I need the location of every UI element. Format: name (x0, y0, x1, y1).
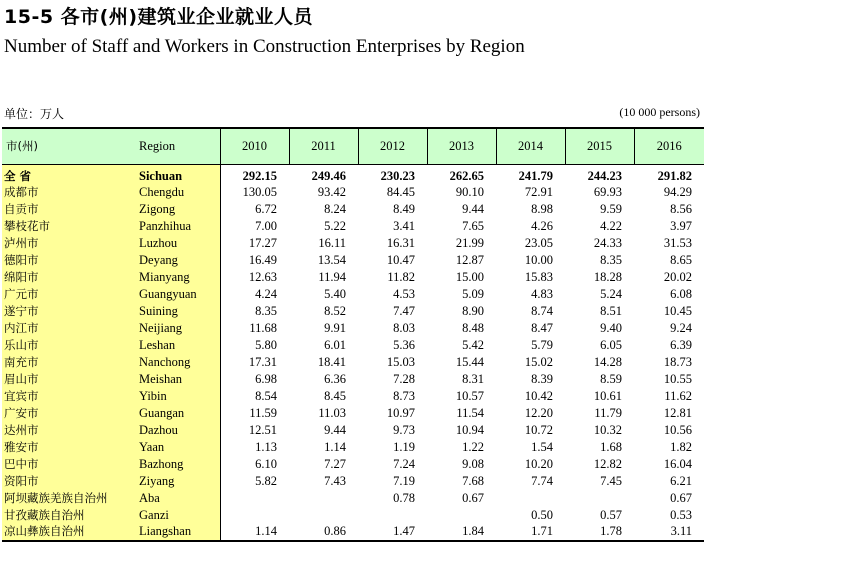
value-cell: 9.91 (324, 320, 346, 335)
value-cell: 11.03 (318, 405, 346, 420)
column-header-city: 市(州) (2, 128, 135, 164)
value-cell: 7.00 (220, 218, 289, 235)
region-name-cell: Chengdu (135, 184, 220, 201)
value-cell: 8.59 (600, 371, 622, 386)
value-cell: 0.67 (670, 490, 692, 505)
value-cell: 8.39 (531, 371, 553, 386)
value-cell: 8.65 (670, 252, 692, 267)
value-cell: 9.40 (600, 320, 622, 335)
value-cell: 9.08 (462, 456, 484, 471)
region-name-cell: Meishan (135, 371, 220, 388)
value-cell: 0.86 (289, 524, 358, 541)
value-cell: 0.53 (670, 507, 692, 522)
value-cell: 7.65 (462, 218, 484, 233)
value-cell: 7.45 (600, 473, 622, 488)
value-cell (289, 490, 358, 507)
value-cell: 8.90 (462, 303, 484, 318)
value-cell: 31.53 (663, 235, 692, 250)
table-row (2, 439, 704, 456)
value-cell: 12.87 (455, 252, 484, 267)
value-cell: 1.22 (462, 439, 484, 454)
value-cell: 16.04 (663, 456, 692, 471)
value-cell: 10.97 (386, 405, 415, 420)
region-name-cell: Yibin (135, 388, 220, 405)
value-cell: 6.36 (324, 371, 346, 386)
value-cell: 17.27 (220, 235, 289, 252)
value-cell: 1.68 (600, 439, 622, 454)
value-cell: 8.35 (220, 303, 289, 320)
page-title-en: Number of Staff and Workers in Construction Enterprises by Region (4, 36, 525, 57)
city-name-cell: 甘孜藏族自治州 (2, 507, 135, 524)
city-name-cell: 眉山市 (2, 371, 135, 388)
region-name-cell: Sichuan (135, 164, 220, 184)
value-cell (289, 507, 358, 524)
data-table (2, 127, 704, 542)
value-cell: 7.74 (531, 473, 553, 488)
value-cell: 8.51 (600, 303, 622, 318)
table-row (2, 422, 704, 439)
table-row (2, 456, 704, 473)
value-cell (220, 490, 289, 507)
value-cell: 1.13 (220, 439, 289, 456)
value-cell: 8.52 (324, 303, 346, 318)
value-cell: 6.39 (670, 337, 692, 352)
value-cell: 16.31 (386, 235, 415, 250)
value-cell: 7.27 (324, 456, 346, 471)
value-cell: 20.02 (663, 269, 692, 284)
value-cell: 5.80 (220, 337, 289, 354)
region-name-cell: Deyang (135, 252, 220, 269)
page-title-cn: 15-5 各市(州)建筑业企业就业人员 (4, 6, 314, 28)
value-cell: 10.45 (663, 303, 692, 318)
value-cell: 11.68 (220, 320, 289, 337)
value-cell: 15.44 (455, 354, 484, 369)
value-cell: 10.57 (455, 388, 484, 403)
value-cell: 9.44 (324, 422, 346, 437)
table-row (2, 371, 704, 388)
city-name-cell: 巴中市 (2, 456, 135, 473)
value-cell: 18.41 (317, 354, 346, 369)
value-cell: 5.24 (600, 286, 622, 301)
value-cell: 8.56 (670, 201, 692, 216)
region-name-cell: Dazhou (135, 422, 220, 439)
table-row (2, 303, 704, 320)
value-cell: 7.24 (393, 456, 415, 471)
city-name-cell: 泸州市 (2, 235, 135, 252)
value-cell: 90.10 (455, 184, 484, 199)
value-cell: 241.79 (518, 168, 553, 183)
value-cell: 6.08 (670, 286, 692, 301)
value-cell: 4.53 (393, 286, 415, 301)
value-cell: 10.42 (524, 388, 553, 403)
value-cell: 9.59 (600, 201, 622, 216)
value-cell: 1.47 (358, 524, 427, 541)
value-cell: 3.11 (634, 524, 704, 541)
column-header-year: 2010 (220, 128, 289, 164)
table-row (2, 184, 704, 201)
value-cell: 15.02 (524, 354, 553, 369)
value-cell: 262.65 (449, 168, 484, 183)
value-cell: 1.14 (220, 524, 289, 541)
value-cell: 5.42 (462, 337, 484, 352)
table-row (2, 235, 704, 252)
column-header-region: Region (135, 128, 220, 164)
region-name-cell: Mianyang (135, 269, 220, 286)
value-cell: 230.23 (380, 168, 415, 183)
value-cell: 12.20 (524, 405, 553, 420)
value-cell: 11.62 (664, 388, 692, 403)
city-name-cell: 内江市 (2, 320, 135, 337)
value-cell: 11.79 (594, 405, 622, 420)
city-name-cell: 广安市 (2, 405, 135, 422)
value-cell: 12.81 (663, 405, 692, 420)
value-cell: 8.49 (393, 201, 415, 216)
column-header-year: 2012 (358, 128, 427, 164)
value-cell: 6.98 (220, 371, 289, 388)
value-cell: 18.28 (593, 269, 622, 284)
city-name-cell: 广元市 (2, 286, 135, 303)
value-cell: 11.54 (456, 405, 484, 420)
value-cell: 13.54 (317, 252, 346, 267)
value-cell: 72.91 (524, 184, 553, 199)
value-cell: 11.82 (387, 269, 415, 284)
value-cell: 5.22 (324, 218, 346, 233)
value-cell (565, 490, 634, 507)
value-cell: 12.82 (593, 456, 622, 471)
value-cell: 10.72 (524, 422, 553, 437)
value-cell: 9.73 (393, 422, 415, 437)
region-name-cell: Leshan (135, 337, 220, 354)
value-cell: 69.93 (593, 184, 622, 199)
column-header-year: 2015 (565, 128, 634, 164)
value-cell: 6.72 (220, 201, 289, 218)
table-row (2, 507, 704, 524)
table-header-row (2, 128, 704, 164)
value-cell: 1.78 (565, 524, 634, 541)
value-cell: 0.57 (600, 507, 622, 522)
value-cell: 292.15 (220, 164, 289, 184)
value-cell: 6.10 (220, 456, 289, 473)
table-row (2, 388, 704, 405)
city-name-cell: 南充市 (2, 354, 135, 371)
table-row (2, 286, 704, 303)
value-cell: 5.82 (220, 473, 289, 490)
value-cell: 5.40 (324, 286, 346, 301)
region-name-cell: Yaan (135, 439, 220, 456)
value-cell: 3.97 (670, 218, 692, 233)
value-cell: 4.24 (220, 286, 289, 303)
region-name-cell: Neijiang (135, 320, 220, 337)
value-cell: 1.19 (393, 439, 415, 454)
value-cell: 8.03 (393, 320, 415, 335)
value-cell: 10.94 (455, 422, 484, 437)
region-name-cell: Guangan (135, 405, 220, 422)
value-cell (427, 507, 496, 524)
value-cell: 7.68 (462, 473, 484, 488)
region-name-cell: Zigong (135, 201, 220, 218)
value-cell: 10.20 (524, 456, 553, 471)
value-cell: 8.98 (531, 201, 553, 216)
value-cell: 10.61 (593, 388, 622, 403)
value-cell: 1.54 (531, 439, 553, 454)
city-name-cell: 遂宁市 (2, 303, 135, 320)
value-cell: 1.84 (427, 524, 496, 541)
city-name-cell: 雅安市 (2, 439, 135, 456)
value-cell: 5.79 (531, 337, 553, 352)
value-cell: 7.43 (324, 473, 346, 488)
value-cell: 0.50 (531, 507, 553, 522)
value-cell: 6.01 (324, 337, 346, 352)
column-header-year: 2016 (634, 128, 704, 164)
value-cell: 12.51 (220, 422, 289, 439)
region-name-cell: Bazhong (135, 456, 220, 473)
region-name-cell: Aba (135, 490, 220, 507)
table-row (2, 405, 704, 422)
value-cell: 6.05 (600, 337, 622, 352)
value-cell: 15.00 (455, 269, 484, 284)
value-cell: 8.74 (531, 303, 553, 318)
value-cell: 10.55 (663, 371, 692, 386)
value-cell: 7.19 (393, 473, 415, 488)
city-name-cell: 达州市 (2, 422, 135, 439)
value-cell: 8.31 (462, 371, 484, 386)
table-row (2, 337, 704, 354)
value-cell: 9.44 (462, 201, 484, 216)
value-cell (358, 507, 427, 524)
value-cell: 8.47 (531, 320, 553, 335)
city-name-cell: 成都市 (2, 184, 135, 201)
value-cell: 12.63 (220, 269, 289, 286)
value-cell: 10.00 (524, 252, 553, 267)
table-row (2, 473, 704, 490)
value-cell: 94.29 (663, 184, 692, 199)
value-cell: 0.67 (462, 490, 484, 505)
value-cell: 1.14 (324, 439, 346, 454)
table-row (2, 354, 704, 371)
city-name-cell: 阿坝藏族羌族自治州 (2, 490, 135, 507)
value-cell: 5.09 (462, 286, 484, 301)
value-cell: 16.11 (318, 235, 346, 250)
city-name-cell: 宜宾市 (2, 388, 135, 405)
value-cell: 14.28 (593, 354, 622, 369)
city-name-cell: 攀枝花市 (2, 218, 135, 235)
value-cell: 1.71 (496, 524, 565, 541)
region-name-cell: Luzhou (135, 235, 220, 252)
city-name-cell: 绵阳市 (2, 269, 135, 286)
value-cell: 5.36 (393, 337, 415, 352)
region-name-cell: Panzhihua (135, 218, 220, 235)
table-row (2, 252, 704, 269)
value-cell: 130.05 (220, 184, 289, 201)
value-cell: 3.41 (393, 218, 415, 233)
value-cell: 4.83 (531, 286, 553, 301)
value-cell: 291.82 (657, 168, 692, 183)
city-name-cell: 自贡市 (2, 201, 135, 218)
value-cell: 7.28 (393, 371, 415, 386)
city-name-cell: 凉山彝族自治州 (2, 524, 135, 541)
region-name-cell: Liangshan (135, 524, 220, 541)
unit-label-en: (10 000 persons) (619, 105, 700, 119)
value-cell (220, 507, 289, 524)
value-cell: 249.46 (311, 168, 346, 183)
value-cell: 4.22 (600, 218, 622, 233)
table-row (2, 490, 704, 507)
value-cell: 17.31 (220, 354, 289, 371)
table-body (2, 164, 704, 541)
region-name-cell: Ganzi (135, 507, 220, 524)
value-cell: 8.45 (324, 388, 346, 403)
region-name-cell: Suining (135, 303, 220, 320)
value-cell (496, 490, 565, 507)
value-cell: 15.83 (524, 269, 553, 284)
table-row (2, 218, 704, 235)
table-row (2, 320, 704, 337)
value-cell: 7.47 (393, 303, 415, 318)
value-cell: 24.33 (593, 235, 622, 250)
value-cell: 8.35 (600, 252, 622, 267)
city-name-cell: 全 省 (2, 164, 135, 184)
value-cell: 8.48 (462, 320, 484, 335)
region-name-cell: Ziyang (135, 473, 220, 490)
value-cell: 6.21 (670, 473, 692, 488)
value-cell: 4.26 (531, 218, 553, 233)
value-cell: 0.78 (393, 490, 415, 505)
value-cell: 8.24 (324, 201, 346, 216)
value-cell: 84.45 (386, 184, 415, 199)
value-cell: 15.03 (386, 354, 415, 369)
value-cell: 10.56 (663, 422, 692, 437)
table-row (2, 524, 704, 541)
column-header-year: 2011 (289, 128, 358, 164)
value-cell: 23.05 (524, 235, 553, 250)
table-row-total (2, 164, 704, 184)
column-header-year: 2014 (496, 128, 565, 164)
city-name-cell: 乐山市 (2, 337, 135, 354)
region-name-cell: Guangyuan (135, 286, 220, 303)
value-cell: 11.59 (220, 405, 289, 422)
value-cell: 18.73 (663, 354, 692, 369)
value-cell: 9.24 (670, 320, 692, 335)
table-row (2, 201, 704, 218)
value-cell: 1.82 (670, 439, 692, 454)
region-name-cell: Nanchong (135, 354, 220, 371)
value-cell: 10.47 (386, 252, 415, 267)
value-cell: 244.23 (587, 168, 622, 183)
unit-label-cn: 单位：万人 (4, 107, 65, 121)
city-name-cell: 资阳市 (2, 473, 135, 490)
value-cell: 93.42 (317, 184, 346, 199)
city-name-cell: 德阳市 (2, 252, 135, 269)
value-cell: 10.32 (593, 422, 622, 437)
value-cell: 8.54 (220, 388, 289, 405)
table-row (2, 269, 704, 286)
value-cell: 16.49 (220, 252, 289, 269)
value-cell: 21.99 (455, 235, 484, 250)
value-cell: 8.73 (393, 388, 415, 403)
column-header-year: 2013 (427, 128, 496, 164)
value-cell: 11.94 (318, 269, 346, 284)
